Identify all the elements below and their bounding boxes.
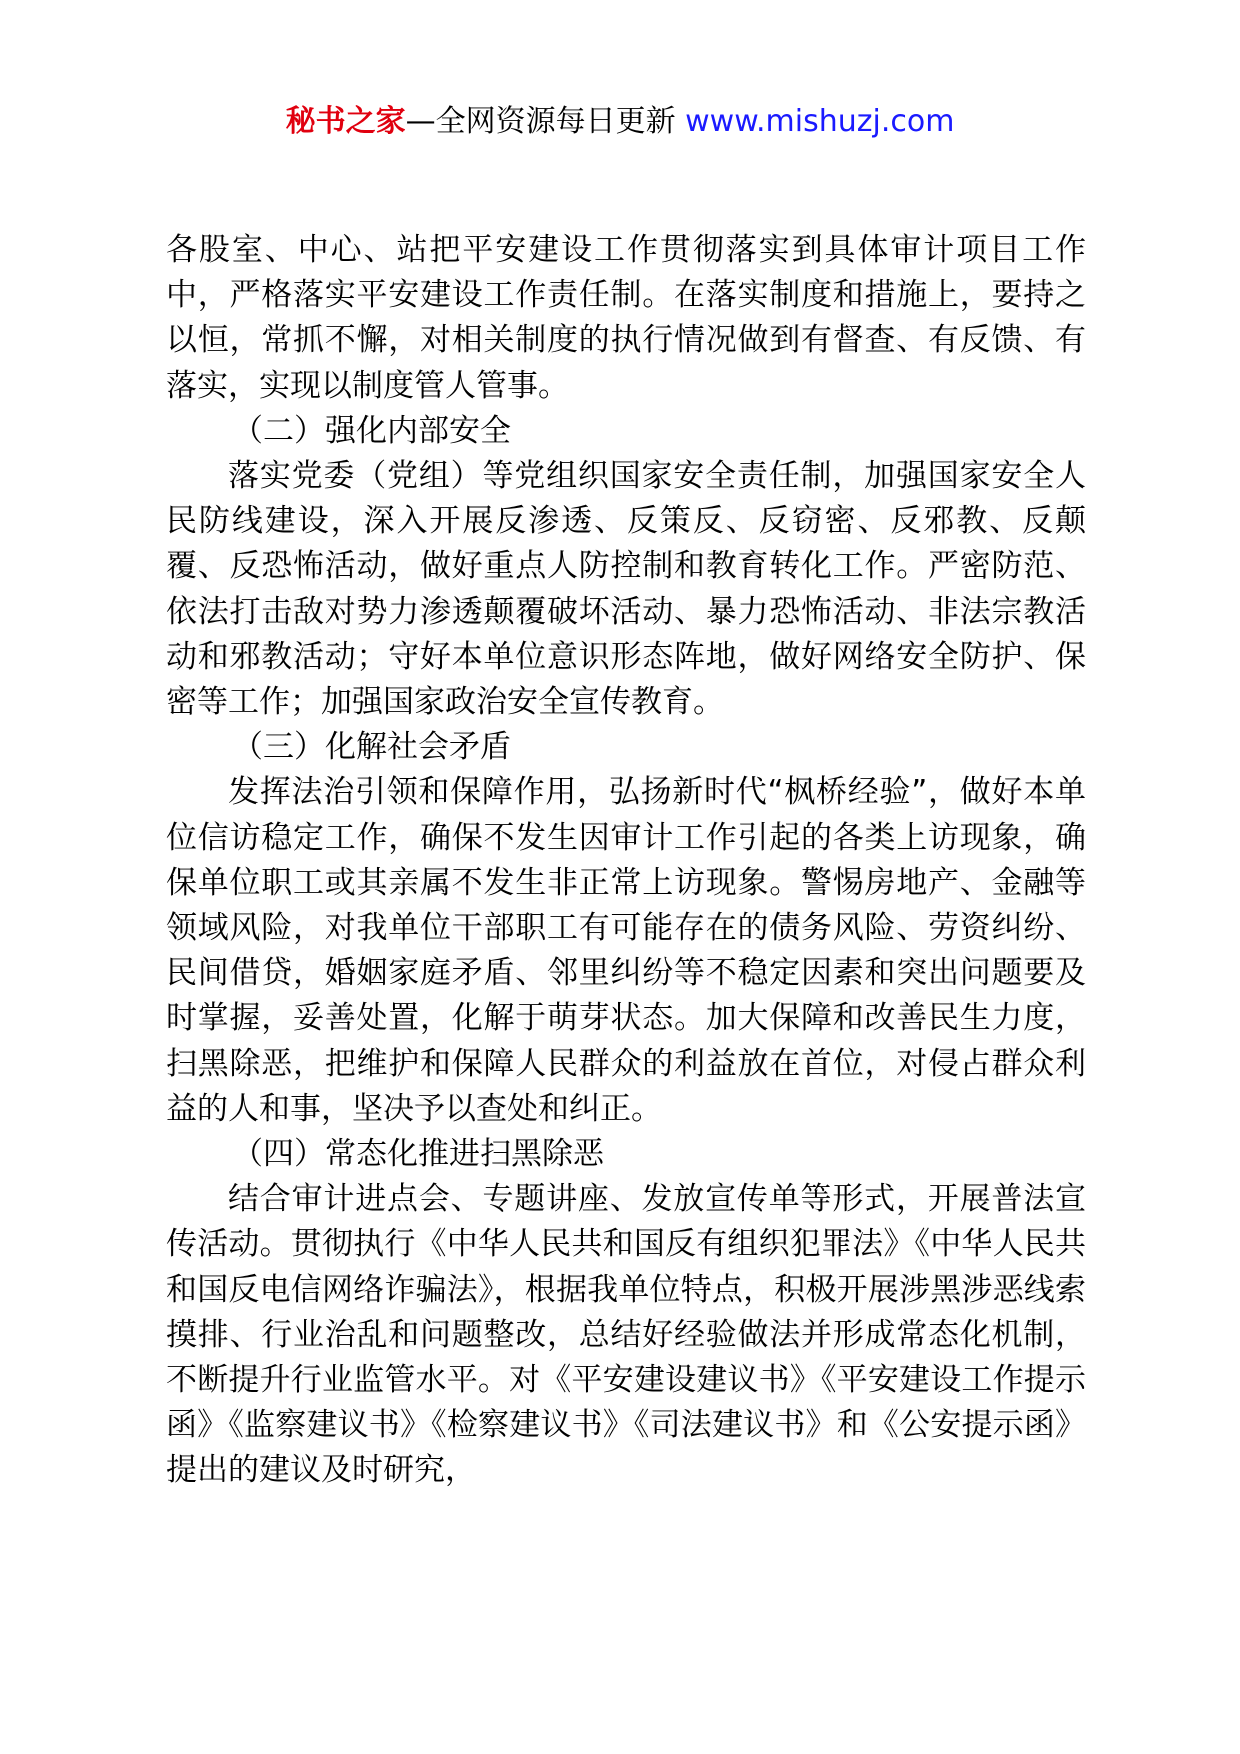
document-body [166,228,1086,1494]
site-header [0,100,1240,144]
paragraph-continuation: 各股室、中心、站把平安建设工作贯彻落实到具体审计项目工作中，严格落实平安建设工作责任制。在落实制度和措施上，要持之以恒，常抓不懈，对相关制度的执行情况做到有督查、有反馈、有落实，实现以制度管人管事。 [166,232,1086,404]
section-heading-4: （四）常态化推进扫黑除恶 [232,1136,604,1173]
paragraph-anti-crime: 结合审计进点会、专题讲座、发放宣传单等形式，开展普法宣传活动。贯彻执行《中华人民共和国反有组织犯罪法》《中华人民共和国反电信网络诈骗法》，根据我单位特点，积极开展涉黑涉恶线索摸排、行业治乱和问题整改，总结好经验做法并形成常态化机制，不断提升行业监管水平。对《平安建设建议书》《平安建设工作提示函》《监察建议书》《检察建议书》《司法建议书》和《公安提示函》提出的建议及时研究， [166,1181,1086,1489]
header-tagline: —全网资源每日更新 [405,104,676,139]
site-url-link[interactable]: www.mishuzj.com [685,104,955,139]
section-heading-2: （二）强化内部安全 [232,412,511,449]
paragraph-social-conflicts: 发挥法治引领和保障作用，弘扬新时代“枫桥经验”，做好本单位信访稳定工作，确保不发生因审计工作引起的各类上访现象，确保单位职工或其亲属不发生非正常上访现象。警惕房地产、金融等领域风险，对我单位干部职工有可能存在的债务风险、劳资纠纷、民间借贷，婚姻家庭矛盾、邻里纠纷等不稳定因素和突出问题要及时掌握，妥善处置，化解于萌芽状态。加大保障和改善民生力度，扫黑除恶，把维护和保障人民群众的利益放在首位，对侵占群众利益的人和事，坚决予以查处和纠正。 [166,774,1086,1127]
paragraph-internal-security: 落实党委（党组）等党组织国家安全责任制，加强国家安全人民防线建设，深入开展反渗透、反策反、反窃密、反邪教、反颠覆、反恐怖活动，做好重点人防控制和教育转化工作。严密防范、依法打击敌对势力渗透颠覆破坏活动、暴力恐怖活动、非法宗教活动和邪教活动；守好本单位意识形态阵地，做好网络安全防护、保密等工作；加强国家政治安全宣传教育。 [166,458,1086,721]
section-heading-3: （三）化解社会矛盾 [232,729,511,766]
brand-name: 秘书之家 [285,104,406,139]
